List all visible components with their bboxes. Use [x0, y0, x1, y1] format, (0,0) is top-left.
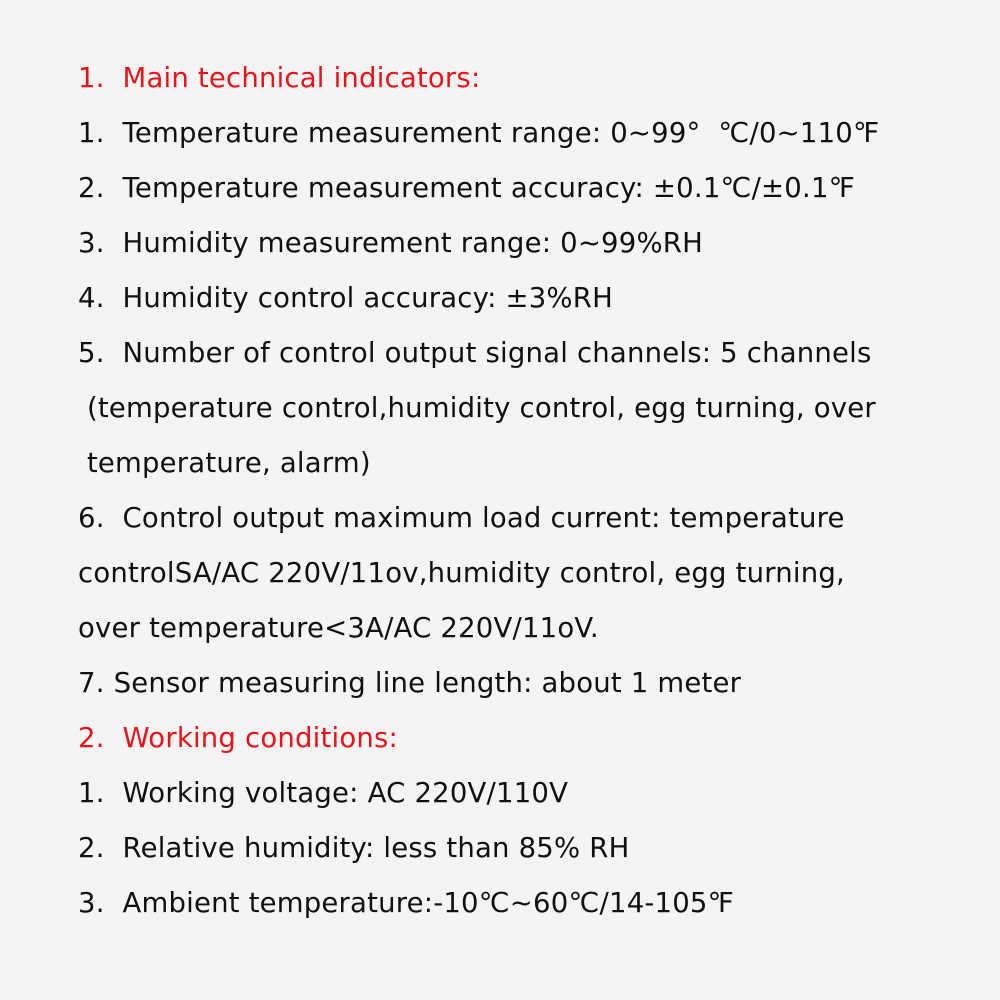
spec-output-channels: 5. Number of control output signal channels: 5 channels	[78, 337, 872, 369]
section-heading-working-conditions: 2. Working conditions:	[78, 722, 398, 754]
spec-working-voltage: 1. Working voltage: AC 220V/110V	[78, 777, 569, 809]
spec-humidity-range: 3. Humidity measurement range: 0~99%RH	[78, 227, 703, 259]
spec-load-current-continued: over temperature<3A/AC 220V/11oV.	[78, 612, 599, 644]
spec-temperature-range: 1. Temperature measurement range: 0~99° ℃/0~110℉	[78, 117, 880, 149]
spec-ambient-temperature: 3. Ambient temperature:-10℃~60℃/14-105℉	[78, 887, 734, 919]
spec-output-channels-continued: (temperature control,humidity control, egg turning, over	[78, 392, 876, 424]
section-heading-main-technical-indicators: 1. Main technical indicators:	[78, 62, 481, 94]
spec-humidity-accuracy: 4. Humidity control accuracy: ±3%RH	[78, 282, 613, 314]
spec-temperature-accuracy: 2. Temperature measurement accuracy: ±0.1℃/±0.1℉	[78, 172, 856, 204]
spec-load-current: 6. Control output maximum load current: temperature	[78, 502, 845, 534]
spec-relative-humidity: 2. Relative humidity: less than 85% RH	[78, 832, 630, 864]
spec-sensor-line-length: 7. Sensor measuring line length: about 1 meter	[78, 667, 742, 699]
spec-output-channels-continued: temperature, alarm)	[78, 447, 371, 479]
spec-load-current-continued: controlSA/AC 220V/11ov,humidity control, egg turning,	[78, 557, 845, 589]
